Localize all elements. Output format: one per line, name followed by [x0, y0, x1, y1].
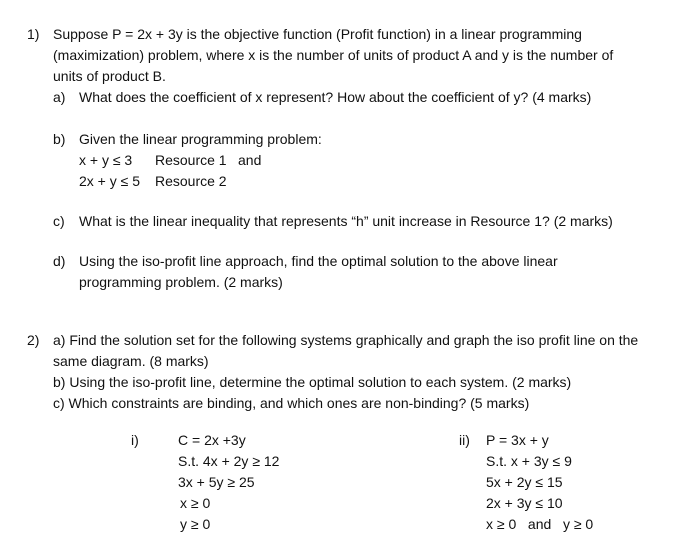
constraint-2-expression: 2x + y ≤ 5: [79, 173, 140, 189]
system-2-constraint-4: x ≥ 0 and y ≥ 0: [486, 516, 594, 532]
question-1-stem-line-2: (maximization) problem, where x is the number of units of product A and y is the number of: [53, 47, 614, 63]
question-1a-label: a): [53, 89, 66, 105]
system-1-constraint-4: y ≥ 0: [180, 516, 211, 532]
system-2-constraint-3: 2x + 3y ≤ 10: [486, 495, 563, 511]
question-1-stem-line-3: units of product B.: [53, 68, 166, 84]
question-2-number: 2): [27, 332, 40, 348]
constraint-1-conjunction: and: [238, 152, 262, 168]
constraint-1-expression: x + y ≤ 3: [79, 152, 133, 168]
question-1a-text: What does the coefficient of x represent? How about the coefficient of y? (4 marks): [79, 89, 592, 105]
question-1c-text: What is the linear inequality that represents “h” unit increase in Resource 1? (2 marks): [79, 213, 613, 229]
system-2-objective: P = 3x + y: [486, 432, 549, 448]
question-1d-line-1: Using the iso-profit line approach, find the optimal solution to the above linear: [79, 253, 558, 269]
question-1d-label: d): [53, 253, 66, 269]
question-1-stem-line-1: Suppose P = 2x + 3y is the objective function (Profit function) in a linear programming: [53, 26, 582, 42]
constraint-1-description: Resource 1: [155, 152, 227, 168]
question-2-line-3: b) Using the iso-profit line, determine the optimal solution to each system. (2 marks): [53, 374, 572, 390]
question-1d-line-2: programming problem. (2 marks): [79, 274, 283, 290]
system-1-objective: C = 2x +3y: [178, 432, 246, 448]
system-1-label: i): [131, 432, 139, 448]
system-2-label: ii): [459, 432, 470, 448]
question-1-number: 1): [27, 26, 40, 42]
system-2-constraint-1: S.t. x + 3y ≤ 9: [486, 453, 572, 469]
system-1-constraint-2: 3x + 5y ≥ 25: [178, 474, 255, 490]
system-2-constraint-2: 5x + 2y ≤ 15: [486, 474, 563, 490]
question-1b-label: b): [53, 131, 66, 147]
question-2-line-4: c) Which constraints are binding, and which ones are non-binding? (5 marks): [53, 395, 530, 411]
system-1-constraint-1: S.t. 4x + 2y ≥ 12: [178, 453, 280, 469]
system-1-constraint-3: x ≥ 0: [180, 495, 211, 511]
question-2-line-1: a) Find the solution set for the following systems graphically and graph the iso profit line on the: [53, 332, 639, 348]
question-1b-text: Given the linear programming problem:: [79, 131, 322, 147]
constraint-2-description: Resource 2: [155, 173, 227, 189]
question-2-line-2: same diagram. (8 marks): [53, 353, 209, 369]
question-1c-label: c): [53, 213, 65, 229]
